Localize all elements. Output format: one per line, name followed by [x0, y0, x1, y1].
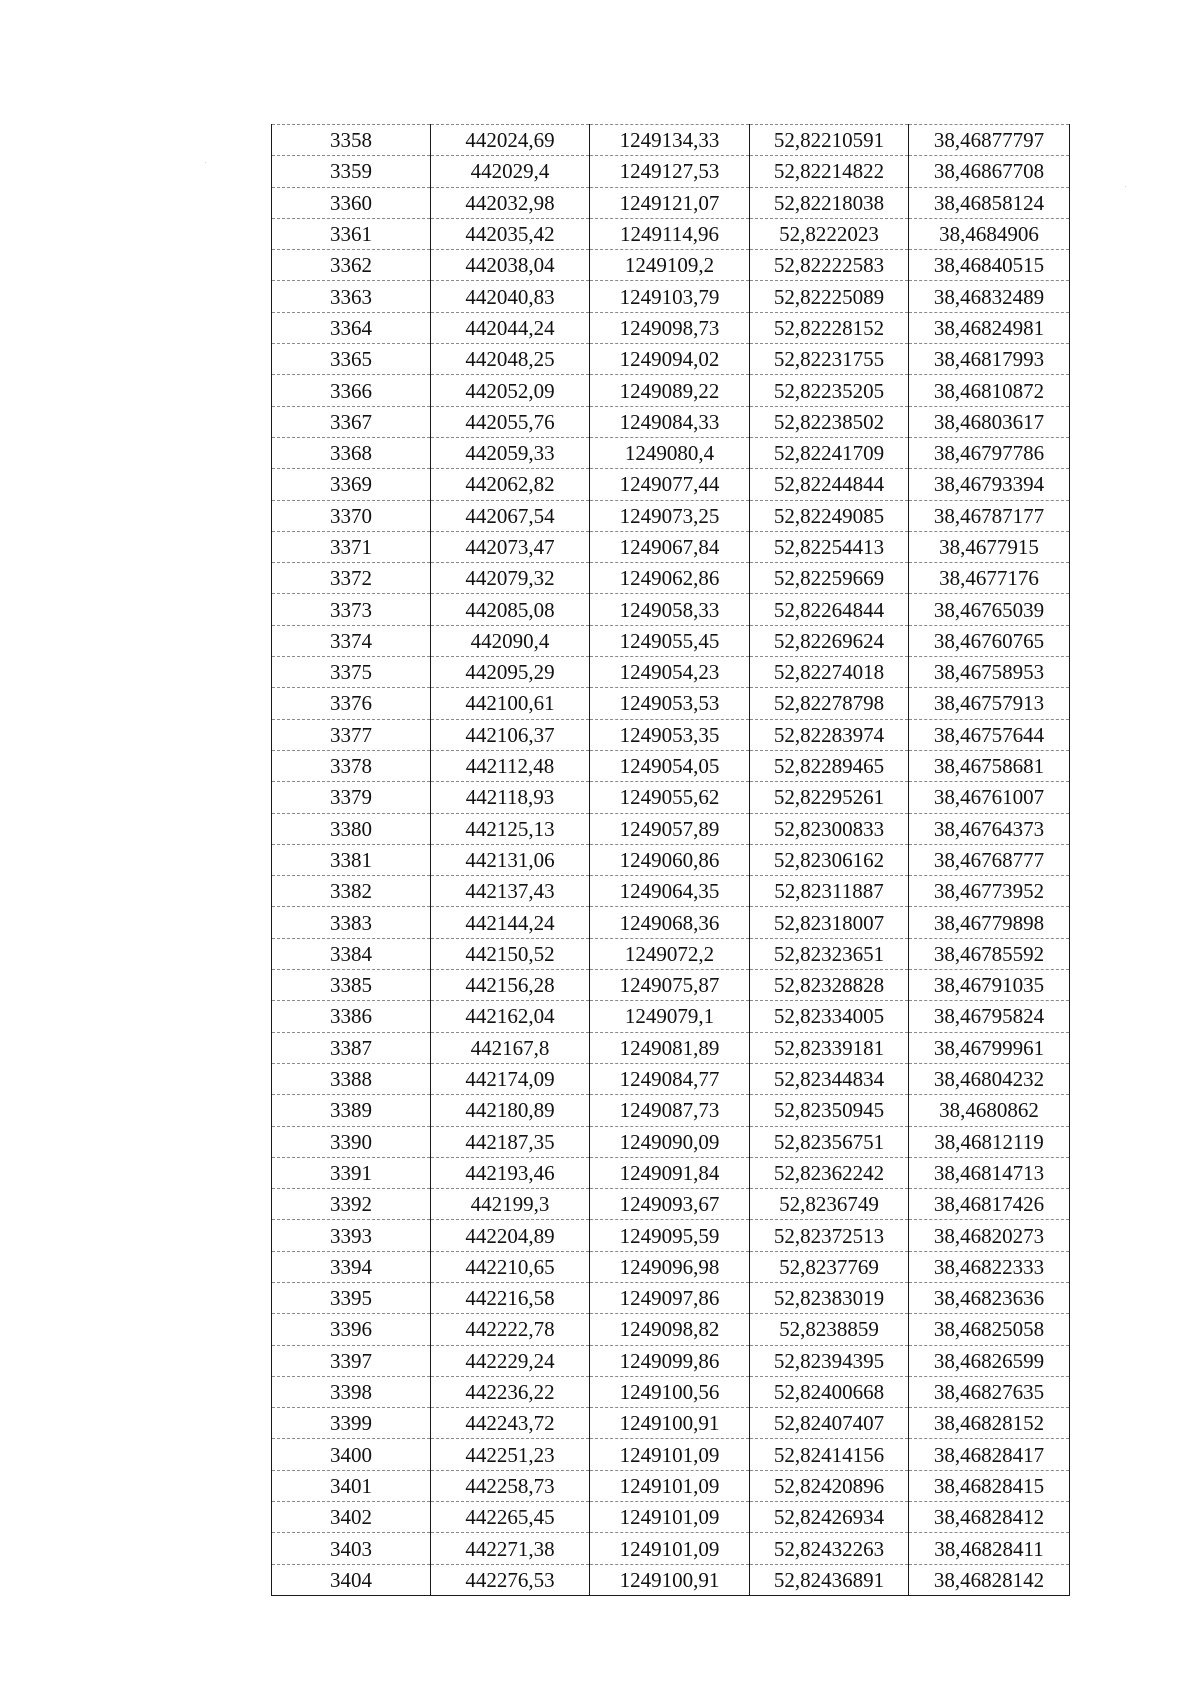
table-row — [272, 500, 1070, 531]
x-coordinate-cell: 442035,42 — [431, 218, 590, 249]
longitude-cell: 38,46828412 — [909, 1502, 1070, 1533]
longitude-cell: 38,46779898 — [909, 907, 1070, 938]
longitude-cell: 38,46799961 — [909, 1032, 1070, 1063]
longitude-cell: 38,46828152 — [909, 1408, 1070, 1439]
table-row — [272, 156, 1070, 187]
x-coordinate-cell: 442029,4 — [431, 156, 590, 187]
latitude-cell: 52,82362242 — [750, 1157, 909, 1188]
latitude-cell: 52,82350945 — [750, 1095, 909, 1126]
x-coordinate-cell: 442131,06 — [431, 844, 590, 875]
longitude-cell: 38,4677176 — [909, 563, 1070, 594]
table-row — [272, 719, 1070, 750]
point-number-cell: 3371 — [272, 531, 431, 562]
y-coordinate-cell: 1249134,33 — [590, 125, 750, 156]
y-coordinate-cell: 1249062,86 — [590, 563, 750, 594]
point-number-cell: 3363 — [272, 281, 431, 312]
latitude-cell: 52,82274018 — [750, 657, 909, 688]
longitude-cell: 38,46803617 — [909, 406, 1070, 437]
latitude-cell: 52,82254413 — [750, 531, 909, 562]
point-number-cell: 3378 — [272, 750, 431, 781]
latitude-cell: 52,82289465 — [750, 750, 909, 781]
table-row — [272, 876, 1070, 907]
x-coordinate-cell: 442276,53 — [431, 1564, 590, 1595]
point-number-cell: 3364 — [272, 312, 431, 343]
x-coordinate-cell: 442055,76 — [431, 406, 590, 437]
table-row — [272, 1439, 1070, 1470]
table-row — [272, 1157, 1070, 1188]
x-coordinate-cell: 442040,83 — [431, 281, 590, 312]
table-row — [272, 1251, 1070, 1282]
x-coordinate-cell: 442032,98 — [431, 187, 590, 218]
x-coordinate-cell: 442059,33 — [431, 437, 590, 468]
latitude-cell: 52,82264844 — [750, 594, 909, 625]
table-row — [272, 625, 1070, 656]
x-coordinate-cell: 442187,35 — [431, 1126, 590, 1157]
longitude-cell: 38,4684906 — [909, 218, 1070, 249]
point-number-cell: 3358 — [272, 125, 431, 156]
x-coordinate-cell: 442106,37 — [431, 719, 590, 750]
latitude-cell: 52,82249085 — [750, 500, 909, 531]
x-coordinate-cell: 442150,52 — [431, 938, 590, 969]
longitude-cell: 38,46828415 — [909, 1470, 1070, 1501]
y-coordinate-cell: 1249054,23 — [590, 657, 750, 688]
table-row — [272, 970, 1070, 1001]
longitude-cell: 38,46758681 — [909, 750, 1070, 781]
latitude-cell: 52,82394395 — [750, 1345, 909, 1376]
point-number-cell: 3361 — [272, 218, 431, 249]
x-coordinate-cell: 442204,89 — [431, 1220, 590, 1251]
table-row — [272, 344, 1070, 375]
latitude-cell: 52,82228152 — [750, 312, 909, 343]
table-row — [272, 1314, 1070, 1345]
x-coordinate-cell: 442048,25 — [431, 344, 590, 375]
x-coordinate-cell: 442180,89 — [431, 1095, 590, 1126]
x-coordinate-cell: 442236,22 — [431, 1376, 590, 1407]
table-row — [272, 406, 1070, 437]
longitude-cell: 38,46823636 — [909, 1282, 1070, 1313]
point-number-cell: 3401 — [272, 1470, 431, 1501]
table-row — [272, 531, 1070, 562]
latitude-cell: 52,82400668 — [750, 1376, 909, 1407]
table-row — [272, 750, 1070, 781]
y-coordinate-cell: 1249055,45 — [590, 625, 750, 656]
y-coordinate-cell: 1249054,05 — [590, 750, 750, 781]
scan-speck — [1125, 186, 1126, 187]
y-coordinate-cell: 1249089,22 — [590, 375, 750, 406]
longitude-cell: 38,46795824 — [909, 1001, 1070, 1032]
y-coordinate-cell: 1249101,09 — [590, 1439, 750, 1470]
longitude-cell: 38,46817426 — [909, 1189, 1070, 1220]
latitude-cell: 52,82323651 — [750, 938, 909, 969]
y-coordinate-cell: 1249100,91 — [590, 1408, 750, 1439]
longitude-cell: 38,46761007 — [909, 782, 1070, 813]
latitude-cell: 52,82278798 — [750, 688, 909, 719]
x-coordinate-cell: 442210,65 — [431, 1251, 590, 1282]
table-row — [272, 250, 1070, 281]
longitude-cell: 38,46825058 — [909, 1314, 1070, 1345]
longitude-cell: 38,46791035 — [909, 970, 1070, 1001]
latitude-cell: 52,82306162 — [750, 844, 909, 875]
latitude-cell: 52,82356751 — [750, 1126, 909, 1157]
latitude-cell: 52,82210591 — [750, 125, 909, 156]
x-coordinate-cell: 442258,73 — [431, 1470, 590, 1501]
table-row — [272, 1189, 1070, 1220]
longitude-cell: 38,46810872 — [909, 375, 1070, 406]
point-number-cell: 3373 — [272, 594, 431, 625]
longitude-cell: 38,46797786 — [909, 437, 1070, 468]
point-number-cell: 3404 — [272, 1564, 431, 1595]
y-coordinate-cell: 1249114,96 — [590, 218, 750, 249]
longitude-cell: 38,46757913 — [909, 688, 1070, 719]
point-number-cell: 3383 — [272, 907, 431, 938]
point-number-cell: 3392 — [272, 1189, 431, 1220]
y-coordinate-cell: 1249053,35 — [590, 719, 750, 750]
y-coordinate-cell: 1249077,44 — [590, 469, 750, 500]
x-coordinate-cell: 442193,46 — [431, 1157, 590, 1188]
point-number-cell: 3370 — [272, 500, 431, 531]
point-number-cell: 3390 — [272, 1126, 431, 1157]
longitude-cell: 38,4677915 — [909, 531, 1070, 562]
latitude-cell: 52,82414156 — [750, 1439, 909, 1470]
latitude-cell: 52,82328828 — [750, 970, 909, 1001]
longitude-cell: 38,46765039 — [909, 594, 1070, 625]
x-coordinate-cell: 442062,82 — [431, 469, 590, 500]
y-coordinate-cell: 1249057,89 — [590, 813, 750, 844]
latitude-cell: 52,82372513 — [750, 1220, 909, 1251]
point-number-cell: 3375 — [272, 657, 431, 688]
table-row — [272, 1470, 1070, 1501]
y-coordinate-cell: 1249101,09 — [590, 1502, 750, 1533]
y-coordinate-cell: 1249084,77 — [590, 1063, 750, 1094]
x-coordinate-cell: 442052,09 — [431, 375, 590, 406]
table-row — [272, 594, 1070, 625]
table-row — [272, 1220, 1070, 1251]
longitude-cell: 38,46812119 — [909, 1126, 1070, 1157]
longitude-cell: 38,46824981 — [909, 312, 1070, 343]
y-coordinate-cell: 1249121,07 — [590, 187, 750, 218]
x-coordinate-cell: 442118,93 — [431, 782, 590, 813]
latitude-cell: 52,82426934 — [750, 1502, 909, 1533]
table-row — [272, 125, 1070, 156]
x-coordinate-cell: 442222,78 — [431, 1314, 590, 1345]
point-number-cell: 3379 — [272, 782, 431, 813]
point-number-cell: 3359 — [272, 156, 431, 187]
x-coordinate-cell: 442229,24 — [431, 1345, 590, 1376]
y-coordinate-cell: 1249081,89 — [590, 1032, 750, 1063]
y-coordinate-cell: 1249098,73 — [590, 312, 750, 343]
y-coordinate-cell: 1249084,33 — [590, 406, 750, 437]
table-row — [272, 688, 1070, 719]
point-number-cell: 3367 — [272, 406, 431, 437]
x-coordinate-cell: 442156,28 — [431, 970, 590, 1001]
point-number-cell: 3374 — [272, 625, 431, 656]
x-coordinate-cell: 442265,45 — [431, 1502, 590, 1533]
longitude-cell: 38,46764373 — [909, 813, 1070, 844]
x-coordinate-cell: 442137,43 — [431, 876, 590, 907]
latitude-cell: 52,8237769 — [750, 1251, 909, 1282]
latitude-cell: 52,82225089 — [750, 281, 909, 312]
y-coordinate-cell: 1249101,09 — [590, 1470, 750, 1501]
x-coordinate-cell: 442167,8 — [431, 1032, 590, 1063]
y-coordinate-cell: 1249064,35 — [590, 876, 750, 907]
latitude-cell: 52,8236749 — [750, 1189, 909, 1220]
table-row — [272, 469, 1070, 500]
x-coordinate-cell: 442079,32 — [431, 563, 590, 594]
table-row — [272, 1502, 1070, 1533]
y-coordinate-cell: 1249060,86 — [590, 844, 750, 875]
y-coordinate-cell: 1249087,73 — [590, 1095, 750, 1126]
latitude-cell: 52,82269624 — [750, 625, 909, 656]
y-coordinate-cell: 1249067,84 — [590, 531, 750, 562]
y-coordinate-cell: 1249053,53 — [590, 688, 750, 719]
point-number-cell: 3387 — [272, 1032, 431, 1063]
longitude-cell: 38,46827635 — [909, 1376, 1070, 1407]
y-coordinate-cell: 1249068,36 — [590, 907, 750, 938]
longitude-cell: 38,46822333 — [909, 1251, 1070, 1282]
y-coordinate-cell: 1249075,87 — [590, 970, 750, 1001]
y-coordinate-cell: 1249072,2 — [590, 938, 750, 969]
latitude-cell: 52,82231755 — [750, 344, 909, 375]
x-coordinate-cell: 442199,3 — [431, 1189, 590, 1220]
point-number-cell: 3393 — [272, 1220, 431, 1251]
table-row — [272, 907, 1070, 938]
latitude-cell: 52,82259669 — [750, 563, 909, 594]
latitude-cell: 52,82383019 — [750, 1282, 909, 1313]
x-coordinate-cell: 442073,47 — [431, 531, 590, 562]
latitude-cell: 52,82344834 — [750, 1063, 909, 1094]
point-number-cell: 3368 — [272, 437, 431, 468]
longitude-cell: 38,46793394 — [909, 469, 1070, 500]
table-row — [272, 1408, 1070, 1439]
point-number-cell: 3396 — [272, 1314, 431, 1345]
y-coordinate-cell: 1249127,53 — [590, 156, 750, 187]
table-row — [272, 1533, 1070, 1564]
x-coordinate-cell: 442090,4 — [431, 625, 590, 656]
coordinates-table-body — [272, 125, 1070, 1596]
y-coordinate-cell: 1249100,56 — [590, 1376, 750, 1407]
y-coordinate-cell: 1249058,33 — [590, 594, 750, 625]
point-number-cell: 3369 — [272, 469, 431, 500]
point-number-cell: 3365 — [272, 344, 431, 375]
point-number-cell: 3384 — [272, 938, 431, 969]
longitude-cell: 38,46858124 — [909, 187, 1070, 218]
point-number-cell: 3394 — [272, 1251, 431, 1282]
point-number-cell: 3399 — [272, 1408, 431, 1439]
point-number-cell: 3382 — [272, 876, 431, 907]
x-coordinate-cell: 442216,58 — [431, 1282, 590, 1313]
y-coordinate-cell: 1249080,4 — [590, 437, 750, 468]
point-number-cell: 3398 — [272, 1376, 431, 1407]
longitude-cell: 38,46814713 — [909, 1157, 1070, 1188]
latitude-cell: 52,82407407 — [750, 1408, 909, 1439]
longitude-cell: 38,4680862 — [909, 1095, 1070, 1126]
table-row — [272, 1001, 1070, 1032]
latitude-cell: 52,82214822 — [750, 156, 909, 187]
longitude-cell: 38,46832489 — [909, 281, 1070, 312]
y-coordinate-cell: 1249094,02 — [590, 344, 750, 375]
point-number-cell: 3388 — [272, 1063, 431, 1094]
x-coordinate-cell: 442095,29 — [431, 657, 590, 688]
y-coordinate-cell: 1249098,82 — [590, 1314, 750, 1345]
x-coordinate-cell: 442112,48 — [431, 750, 590, 781]
y-coordinate-cell: 1249109,2 — [590, 250, 750, 281]
table-row — [272, 844, 1070, 875]
point-number-cell: 3386 — [272, 1001, 431, 1032]
longitude-cell: 38,46768777 — [909, 844, 1070, 875]
table-row — [272, 1095, 1070, 1126]
point-number-cell: 3403 — [272, 1533, 431, 1564]
x-coordinate-cell: 442125,13 — [431, 813, 590, 844]
table-row — [272, 437, 1070, 468]
x-coordinate-cell: 442067,54 — [431, 500, 590, 531]
point-number-cell: 3362 — [272, 250, 431, 281]
latitude-cell: 52,82436891 — [750, 1564, 909, 1595]
x-coordinate-cell: 442044,24 — [431, 312, 590, 343]
latitude-cell: 52,8222023 — [750, 218, 909, 249]
point-number-cell: 3376 — [272, 688, 431, 719]
table-row — [272, 1282, 1070, 1313]
table-row — [272, 1564, 1070, 1595]
y-coordinate-cell: 1249096,98 — [590, 1251, 750, 1282]
x-coordinate-cell: 442085,08 — [431, 594, 590, 625]
point-number-cell: 3385 — [272, 970, 431, 1001]
y-coordinate-cell: 1249103,79 — [590, 281, 750, 312]
y-coordinate-cell: 1249091,84 — [590, 1157, 750, 1188]
latitude-cell: 52,8238859 — [750, 1314, 909, 1345]
table-row — [272, 281, 1070, 312]
point-number-cell: 3372 — [272, 563, 431, 594]
y-coordinate-cell: 1249099,86 — [590, 1345, 750, 1376]
latitude-cell: 52,82241709 — [750, 437, 909, 468]
x-coordinate-cell: 442100,61 — [431, 688, 590, 719]
longitude-cell: 38,46828142 — [909, 1564, 1070, 1595]
coordinates-table — [271, 124, 1070, 1596]
y-coordinate-cell: 1249093,67 — [590, 1189, 750, 1220]
table-row — [272, 563, 1070, 594]
x-coordinate-cell: 442174,09 — [431, 1063, 590, 1094]
x-coordinate-cell: 442271,38 — [431, 1533, 590, 1564]
point-number-cell: 3400 — [272, 1439, 431, 1470]
latitude-cell: 52,82218038 — [750, 187, 909, 218]
longitude-cell: 38,46785592 — [909, 938, 1070, 969]
latitude-cell: 52,82334005 — [750, 1001, 909, 1032]
point-number-cell: 3397 — [272, 1345, 431, 1376]
latitude-cell: 52,82283974 — [750, 719, 909, 750]
y-coordinate-cell: 1249095,59 — [590, 1220, 750, 1251]
point-number-cell: 3380 — [272, 813, 431, 844]
longitude-cell: 38,46820273 — [909, 1220, 1070, 1251]
point-number-cell: 3389 — [272, 1095, 431, 1126]
latitude-cell: 52,82244844 — [750, 469, 909, 500]
x-coordinate-cell: 442162,04 — [431, 1001, 590, 1032]
y-coordinate-cell: 1249097,86 — [590, 1282, 750, 1313]
y-coordinate-cell: 1249090,09 — [590, 1126, 750, 1157]
x-coordinate-cell: 442251,23 — [431, 1439, 590, 1470]
table-row — [272, 312, 1070, 343]
x-coordinate-cell: 442024,69 — [431, 125, 590, 156]
longitude-cell: 38,46817993 — [909, 344, 1070, 375]
y-coordinate-cell: 1249079,1 — [590, 1001, 750, 1032]
table-row — [272, 187, 1070, 218]
latitude-cell: 52,82318007 — [750, 907, 909, 938]
latitude-cell: 52,82432263 — [750, 1533, 909, 1564]
point-number-cell: 3395 — [272, 1282, 431, 1313]
latitude-cell: 52,82311887 — [750, 876, 909, 907]
y-coordinate-cell: 1249101,09 — [590, 1533, 750, 1564]
longitude-cell: 38,46804232 — [909, 1063, 1070, 1094]
longitude-cell: 38,46867708 — [909, 156, 1070, 187]
latitude-cell: 52,82222583 — [750, 250, 909, 281]
table-row — [272, 938, 1070, 969]
longitude-cell: 38,46828417 — [909, 1439, 1070, 1470]
y-coordinate-cell: 1249100,91 — [590, 1564, 750, 1595]
table-row — [272, 1376, 1070, 1407]
y-coordinate-cell: 1249055,62 — [590, 782, 750, 813]
x-coordinate-cell: 442144,24 — [431, 907, 590, 938]
scan-speck — [205, 162, 206, 163]
point-number-cell: 3366 — [272, 375, 431, 406]
point-number-cell: 3381 — [272, 844, 431, 875]
longitude-cell: 38,46757644 — [909, 719, 1070, 750]
x-coordinate-cell: 442038,04 — [431, 250, 590, 281]
table-row — [272, 1063, 1070, 1094]
latitude-cell: 52,82235205 — [750, 375, 909, 406]
latitude-cell: 52,82300833 — [750, 813, 909, 844]
point-number-cell: 3360 — [272, 187, 431, 218]
table-row — [272, 1032, 1070, 1063]
longitude-cell: 38,46840515 — [909, 250, 1070, 281]
point-number-cell: 3402 — [272, 1502, 431, 1533]
x-coordinate-cell: 442243,72 — [431, 1408, 590, 1439]
table-row — [272, 1345, 1070, 1376]
table-row — [272, 218, 1070, 249]
latitude-cell: 52,82420896 — [750, 1470, 909, 1501]
longitude-cell: 38,46828411 — [909, 1533, 1070, 1564]
y-coordinate-cell: 1249073,25 — [590, 500, 750, 531]
latitude-cell: 52,82339181 — [750, 1032, 909, 1063]
point-number-cell: 3377 — [272, 719, 431, 750]
longitude-cell: 38,46773952 — [909, 876, 1070, 907]
latitude-cell: 52,82295261 — [750, 782, 909, 813]
latitude-cell: 52,82238502 — [750, 406, 909, 437]
table-row — [272, 375, 1070, 406]
table-row — [272, 782, 1070, 813]
point-number-cell: 3391 — [272, 1157, 431, 1188]
table-row — [272, 813, 1070, 844]
table-row — [272, 1126, 1070, 1157]
longitude-cell: 38,46758953 — [909, 657, 1070, 688]
longitude-cell: 38,46877797 — [909, 125, 1070, 156]
longitude-cell: 38,46787177 — [909, 500, 1070, 531]
longitude-cell: 38,46760765 — [909, 625, 1070, 656]
table-row — [272, 657, 1070, 688]
longitude-cell: 38,46826599 — [909, 1345, 1070, 1376]
